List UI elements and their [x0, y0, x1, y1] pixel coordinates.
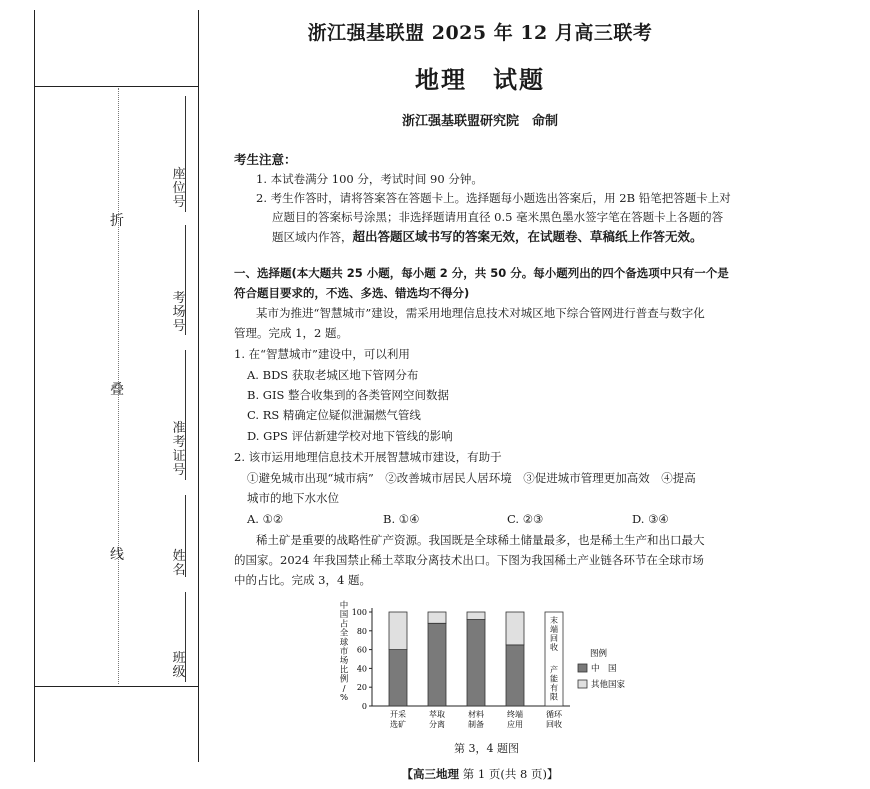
notice-item-2-line-3-prefix: 题区域内作答， [272, 230, 353, 244]
fold-mark-die: 叠 [110, 382, 124, 398]
section-1-heading-line-2: 符合题目要求的，不选、多选、错选均不得分) [234, 286, 470, 300]
chart-recycle-annotation-char: 产 [550, 665, 558, 675]
footer-subject: 【高三地理 [401, 767, 460, 781]
class-label: 班级 [172, 651, 186, 680]
chart-legend-label-other: 其他国家 [591, 680, 626, 690]
chart-y-tick-label: 100 [351, 608, 367, 617]
q2-option-a: A. ①② [247, 512, 284, 526]
rare-earth-chart [338, 600, 658, 760]
binding-top-rule [34, 86, 198, 87]
chart-ylabel-char: 中 [339, 601, 349, 611]
footer-page: 第 1 页(共 8 页)】 [462, 767, 559, 781]
q1-option-c: C. RS 精确定位疑似泄漏燃气管线 [247, 408, 421, 422]
chart-ylabel-char: 市 [339, 647, 349, 657]
chart-bar-china [506, 645, 524, 706]
binding-border-left [34, 10, 35, 762]
chart-ylabel-char: % [339, 693, 349, 703]
chart-recycle-annotation-char: 回 [550, 634, 558, 643]
notice-emphasis: 超出答题区域书写的答案无效，在试题卷、草稿纸上作答无效。 [352, 229, 703, 244]
exam-title: 浙江强基联盟 2025 年 12 月高三联考 [307, 22, 653, 44]
exam-room-blank[interactable] [185, 225, 186, 335]
chart-y-tick-label: 60 [356, 645, 367, 655]
notice-item-2-line-3 [272, 229, 703, 245]
chart-y-tick-label: 80 [356, 626, 367, 636]
q2-option-b: B. ①④ [383, 512, 420, 526]
chart-y-tick-label: 0 [361, 702, 367, 711]
fold-mark-xian: 线 [110, 547, 124, 563]
page-footer [330, 766, 630, 782]
passage-2-line-1: 稀土矿是重要的战略性矿产资源。我国既是全球稀土储量最多，也是稀土生产和出口最大 [256, 533, 705, 547]
author-line: 浙江强基联盟研究院 命制 [401, 114, 558, 129]
name-blank[interactable] [185, 495, 186, 577]
chart-x-tick-label: 应用 [507, 720, 523, 729]
admission-ticket-label: 准考证号 [172, 421, 186, 478]
chart-recycle-annotation-char: 有 [550, 683, 558, 693]
chart-recycle-annotation-char: 收 [550, 643, 558, 652]
binding-bottom-rule [34, 686, 198, 687]
class-blank[interactable] [185, 592, 186, 682]
chart-x-tick-label: 循环 [546, 710, 562, 719]
notice-heading: 考生注意： [234, 152, 297, 167]
chart-bar-other [389, 612, 407, 650]
chart-x-tick-labels [390, 709, 563, 729]
chart-x-tick-label: 开采 [390, 710, 406, 719]
chart-legend-swatch-other [578, 680, 587, 688]
chart-ylabel-char: 比 [339, 665, 349, 676]
chart-ylabel-char: 球 [339, 637, 349, 648]
chart-ylabel-char: 国 [339, 610, 349, 621]
q1-stem: 1. 在“智慧城市”建设中，可以利用 [234, 347, 410, 361]
chart-bar-other [506, 612, 524, 645]
q1-option-d: D. GPS 评估新建学校对地下管线的影响 [247, 429, 453, 443]
chart-bar-other [428, 612, 446, 623]
chart-axes [352, 608, 570, 711]
chart-ylabel-char: 全 [339, 628, 349, 639]
chart-x-tick-label: 选矿 [390, 720, 406, 729]
q2-statements-line-2: 城市的地下水水位 [247, 491, 339, 505]
chart-legend-label-china: 中 国 [591, 664, 617, 674]
chart-recycle-annotation-char: 末 [550, 616, 558, 625]
section-1-heading-line-1: 一、选择题(本大题共 25 小题，每小题 2 分，共 50 分。每小题列出的四个备选项中只有一个是 [234, 266, 729, 280]
admission-ticket-blank[interactable] [185, 350, 186, 480]
notice-item-2-line-1: 2. 考生作答时，请将答案答在答题卡上。选择题每小题选出答案后，用 2B 铅笔把答题卡上对 [256, 191, 731, 205]
binding-border-right [198, 10, 199, 762]
q2-option-d: D. ③④ [632, 512, 669, 526]
q2-option-c: C. ②③ [507, 512, 544, 526]
passage-2-line-3: 中的占比。完成 3，4 题。 [234, 573, 371, 587]
passage-1-line-1: 某市为推进“智慧城市”建设，需采用地理信息技术对城区地下综合管网进行普查与数字化 [256, 306, 705, 320]
chart-recycle-annotation-char: 端 [550, 625, 558, 634]
fold-mark-zhe: 折 [110, 213, 124, 229]
chart-bar-other [467, 612, 485, 620]
chart-y-tick-label: 40 [356, 664, 367, 674]
chart-bar-china [428, 623, 446, 706]
chart-bar-china [389, 650, 407, 706]
chart-ylabel-char: 场 [339, 656, 349, 667]
chart-legend [578, 648, 626, 690]
q2-stem: 2. 该市运用地理信息技术开展智慧城市建设，有助于 [234, 450, 502, 464]
chart-legend-title: 图例 [590, 649, 608, 659]
chart-x-tick-label: 终端 [507, 710, 523, 719]
chart-recycle-annotation-char: 限 [550, 692, 558, 702]
chart-recycle-annotation-char: 能 [550, 674, 558, 684]
passage-1-line-2: 管理。完成 1，2 题。 [234, 326, 348, 340]
chart-ylabel-char: 占 [339, 619, 349, 630]
chart-x-tick-label: 材料 [468, 710, 484, 719]
chart-ylabel-char: / [342, 683, 346, 694]
chart-ylabel [340, 600, 349, 703]
exam-room-label: 考场号 [172, 291, 186, 334]
chart-ylabel-char: 例 [339, 674, 349, 685]
name-label: 姓名 [172, 549, 186, 578]
q1-option-a: A. BDS 获取老城区地下管网分布 [247, 368, 419, 382]
passage-2-line-2: 的国家。2024 年我国禁止稀土萃取分离技术出口。下图为我国稀土产业链各环节在全球市场 [234, 553, 704, 567]
notice-item-1: 1. 本试卷满分 100 分，考试时间 90 分钟。 [256, 172, 483, 186]
q2-statements-line-1: ①避免城市出现“城市病” ②改善城市居民人居环境 ③促进城市管理更加高效 ④提高 [247, 471, 696, 485]
seat-number-label: 座位号 [172, 167, 186, 210]
chart-x-tick-label: 分离 [429, 720, 445, 729]
notice-item-2-line-2: 应题目的答案标号涂黑；非选择题请用直径 0.5 毫米黑色墨水签字笔在答题卡上各题的答 [272, 210, 724, 224]
chart-caption: 第 3，4 题图 [454, 742, 519, 755]
subject-title: 地理 试题 [415, 65, 545, 94]
chart-y-tick-label: 20 [356, 683, 367, 693]
seat-number-blank[interactable] [185, 96, 186, 212]
chart-x-tick-label: 制备 [468, 720, 484, 729]
chart-legend-swatch-china [578, 664, 587, 672]
chart-bars [389, 612, 563, 706]
chart-x-tick-label: 回收 [546, 720, 562, 729]
q1-option-b: B. GIS 整合收集到的各类管网空间数据 [247, 388, 450, 402]
chart-bar-china [467, 620, 485, 706]
chart-x-tick-label: 萃取 [429, 710, 445, 719]
